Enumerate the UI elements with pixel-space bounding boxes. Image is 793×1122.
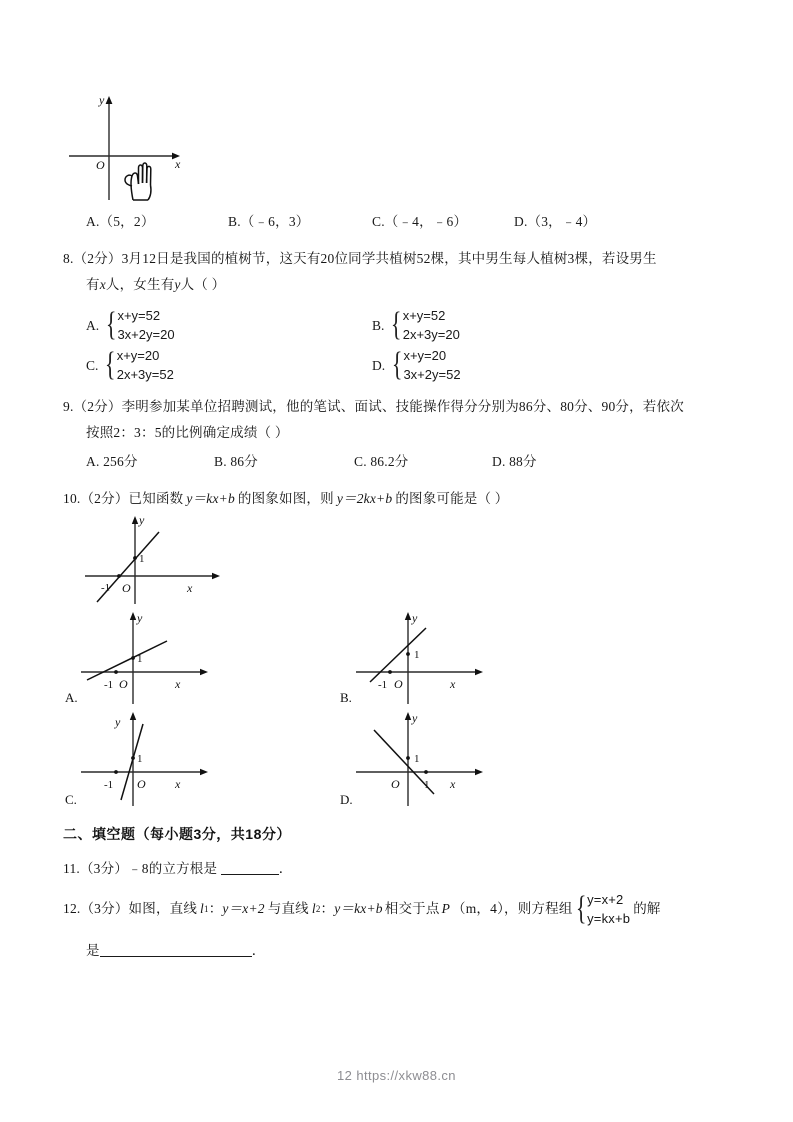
q10-main-y-arrow xyxy=(132,516,138,524)
q10-text-pre: 已知函数 xyxy=(128,491,184,506)
q7-option-a-text: （5，2） xyxy=(99,214,155,229)
q9-text-line1: 李明参加某单位招聘测试，他的笔试、面试、技能操作得分分别为86分、80分、90分，若依次 xyxy=(121,399,684,414)
q8-line2-pre: 有 xyxy=(86,277,100,292)
q11-points: （3分） xyxy=(79,861,129,876)
q12-line1-e: 相交于点 xyxy=(384,901,440,916)
q7-option-c-letter: C. xyxy=(372,214,385,229)
q8-var-x: x xyxy=(99,277,106,292)
q8-options-row2 xyxy=(63,346,731,384)
q8-line2-mid: 人，女生有 xyxy=(105,277,175,292)
q10-main-point-y xyxy=(133,556,137,560)
q8-stem-line1 xyxy=(63,246,731,272)
q7-y-arrow xyxy=(106,96,113,104)
q9-option-a[interactable] xyxy=(86,450,214,474)
q12-line1-a: 如图，直线 xyxy=(128,901,198,916)
q7-figure xyxy=(63,88,731,206)
choice-b-x-label: x xyxy=(450,677,456,691)
q10-main-x-arrow xyxy=(212,573,220,579)
page-footer: 12 https://xkw88.cn xyxy=(337,1068,456,1083)
choice-a-tick-y: 1 xyxy=(137,653,143,665)
choice-c-point-y xyxy=(131,756,135,760)
q12-line1-b: ： xyxy=(208,901,223,916)
q9-points: （2分） xyxy=(73,399,122,414)
q8-option-a-system xyxy=(103,306,174,344)
q8-text-line1: 3月12日是我国的植树节，这天有20位同学共植树52棵，其中男生每人植树3棵，若设男生 xyxy=(121,251,657,266)
q7-option-b[interactable] xyxy=(228,210,372,234)
choice-a-tick-x: -1 xyxy=(104,679,114,691)
choice-b-tick-y: 1 xyxy=(414,649,420,661)
choice-c-x-arrow xyxy=(200,769,208,775)
brace-icon: { xyxy=(105,346,116,383)
q9-stem-line1 xyxy=(63,394,731,420)
q10-main-origin-label: O xyxy=(122,581,131,595)
q8-option-d-eq2: 3x+2y=52 xyxy=(403,367,461,382)
q12-sys-eq2: y=kx+b xyxy=(587,911,631,926)
q12-system xyxy=(573,890,631,928)
choice-d-x-arrow xyxy=(475,769,483,775)
q10-main-figure xyxy=(63,512,731,608)
choice-c-y-label: y xyxy=(115,715,121,729)
choice-d-tick-y: 1 xyxy=(414,753,420,765)
choice-b-point-x xyxy=(388,670,392,674)
q10-main-point-x xyxy=(117,574,121,578)
choice-c-point-x xyxy=(114,770,118,774)
q12-function-2: y＝kx+b xyxy=(334,901,383,916)
q10-function-2: y＝2kx+b xyxy=(336,491,393,506)
q8-number: 8. xyxy=(63,251,74,266)
q10-choices-row1 xyxy=(63,608,731,708)
q8-option-c-eq2: 2x+3y=52 xyxy=(116,367,174,382)
choice-c-tick-x: -1 xyxy=(104,779,114,791)
choice-d-tick-x: 1 xyxy=(424,779,430,791)
q10-points: （2分） xyxy=(80,491,129,506)
q10-choices-row2 xyxy=(63,708,731,810)
q10-choice-a-graph xyxy=(63,608,313,708)
q12-line1-f: 则方程组 xyxy=(517,901,573,916)
choice-a-x-label: x xyxy=(175,677,181,691)
q7-origin-label: O xyxy=(96,158,105,172)
q8-option-c-letter: C. xyxy=(86,358,99,373)
q8-option-d-system xyxy=(389,346,460,384)
q12-point-coord: （m，4）， xyxy=(452,901,518,916)
choice-b-x-arrow xyxy=(475,669,483,675)
q7-option-b-text: （﹣6，3） xyxy=(240,214,310,229)
q8-option-d[interactable] xyxy=(372,346,461,384)
q12-line-l2: l xyxy=(311,901,316,916)
q12-stem-line2 xyxy=(63,938,731,964)
choice-d-y-label: y xyxy=(412,711,418,725)
q7-option-c[interactable] xyxy=(372,210,514,234)
page-content xyxy=(63,88,731,964)
choice-c-tick-y: 1 xyxy=(137,753,143,765)
q7-option-a-letter: A. xyxy=(86,214,100,229)
q10-choice-a[interactable] xyxy=(63,608,338,708)
choice-a-line xyxy=(87,641,167,680)
q8-option-b-system xyxy=(388,306,459,344)
choice-a-origin-label: O xyxy=(119,677,128,691)
q8-var-y: y xyxy=(174,277,181,292)
q11-answer-blank[interactable] xyxy=(221,861,279,875)
section-2-title: 二、填空题（每小题3分，共18分） xyxy=(63,826,291,842)
q7-option-d-text: （3，﹣4） xyxy=(527,214,597,229)
brace-icon: { xyxy=(391,306,402,343)
choice-b-origin-label: O xyxy=(394,677,403,691)
choice-a-letter: A. xyxy=(65,690,78,705)
q8-option-d-letter: D. xyxy=(372,358,386,373)
q8-option-b-letter: B. xyxy=(372,318,385,333)
q10-main-y-label: y xyxy=(139,513,145,527)
q10-function-1: y＝kx+b xyxy=(186,491,235,506)
q9-option-b-letter: B. xyxy=(214,454,227,469)
q12-answer-blank[interactable] xyxy=(100,943,252,957)
choice-c-origin-label: O xyxy=(137,777,146,791)
q8-option-b-eq2: 2x+3y=20 xyxy=(402,327,460,342)
choice-d-letter: D. xyxy=(340,792,353,807)
q10-choice-c[interactable] xyxy=(63,708,338,810)
q12-number: 12. xyxy=(63,901,81,916)
q10-main-tick-y: 1 xyxy=(139,553,145,565)
brace-icon: { xyxy=(575,890,587,927)
choice-b-point-y xyxy=(406,652,410,656)
q9-option-a-text: 256分 xyxy=(103,454,138,469)
choice-c-x-label: x xyxy=(175,777,181,791)
q8-line2-post: 人（ ） xyxy=(180,277,226,292)
choice-d-point-x xyxy=(424,770,428,774)
q10-choice-b-graph xyxy=(338,608,588,708)
q7-option-c-text: （﹣4，﹣6） xyxy=(384,214,468,229)
choice-b-y-arrow xyxy=(405,612,411,620)
q12-line1-g: 的解 xyxy=(633,901,661,916)
q12-points: （3分） xyxy=(80,901,129,916)
q9-option-b-text: 86分 xyxy=(230,454,258,469)
q11-stem xyxy=(63,856,731,882)
q12-line1-d: ： xyxy=(320,901,335,916)
choice-d-y-arrow xyxy=(405,712,411,720)
q8-option-d-eq1: x+y=20 xyxy=(403,348,447,363)
q8-option-a-eq1: x+y=52 xyxy=(117,308,161,323)
brace-icon: { xyxy=(105,306,117,343)
q8-options-row1 xyxy=(63,306,731,344)
q9-option-d-letter: D. xyxy=(492,454,506,469)
q7-option-d-letter: D. xyxy=(514,214,528,229)
q7-option-b-letter: B. xyxy=(228,214,241,229)
q9-option-c[interactable] xyxy=(354,450,492,474)
choice-a-y-arrow xyxy=(130,612,136,620)
q9-number: 9. xyxy=(63,399,74,414)
choice-a-point-x xyxy=(114,670,118,674)
q8-option-a[interactable] xyxy=(86,306,372,344)
choice-d-point-y xyxy=(406,756,410,760)
q10-stem xyxy=(63,486,731,512)
q10-choice-d-graph xyxy=(338,708,588,810)
q11-number: 11. xyxy=(63,861,80,876)
q8-option-c-eq1: x+y=20 xyxy=(116,348,160,363)
choice-c-letter: C. xyxy=(65,792,77,807)
q9-stem-line2: 按照2：3：5的比例确定成绩（ ） xyxy=(86,425,289,440)
q9-option-c-letter: C. xyxy=(354,454,367,469)
q12-tail: ． xyxy=(251,943,266,958)
q12-line-l1-sub: 1 xyxy=(204,904,209,914)
q10-main-tick-x: -1 xyxy=(101,582,111,594)
q12-line2: 是 xyxy=(86,943,100,958)
q11-tail: ． xyxy=(278,861,293,876)
choice-a-x-arrow xyxy=(200,669,208,675)
hand-icon xyxy=(125,163,151,200)
q7-option-a[interactable] xyxy=(86,210,228,234)
q7-coordinate-graph xyxy=(63,88,223,206)
q12-stem-line1 xyxy=(63,890,731,928)
q9-option-a-letter: A. xyxy=(86,454,100,469)
choice-a-point-y xyxy=(131,656,135,660)
choice-b-letter: B. xyxy=(340,690,352,705)
q9-option-d[interactable] xyxy=(492,450,537,474)
q8-option-b[interactable] xyxy=(372,306,460,344)
q10-choice-d[interactable] xyxy=(338,708,588,810)
q8-stem-line2 xyxy=(63,272,731,298)
q8-option-b-eq1: x+y=52 xyxy=(402,308,446,323)
q10-number: 10. xyxy=(63,491,81,506)
q8-option-c[interactable] xyxy=(86,346,372,384)
q10-text-mid: 的图象如图，则 xyxy=(237,491,334,506)
choice-b-y-label: y xyxy=(412,611,418,625)
brace-icon: { xyxy=(391,346,403,383)
q10-main-graph xyxy=(75,512,285,608)
choice-a-y-label: y xyxy=(137,611,143,625)
q7-x-axis-label: x xyxy=(175,157,181,171)
q10-choice-b[interactable] xyxy=(338,608,588,708)
q9-option-c-text: 86.2分 xyxy=(370,454,409,469)
q12-line-l1: l xyxy=(200,901,204,916)
q9-option-b[interactable] xyxy=(214,450,354,474)
choice-b-tick-x: -1 xyxy=(378,679,388,691)
q7-y-axis-label: y xyxy=(99,93,105,107)
q9-option-d-text: 88分 xyxy=(509,454,537,469)
q8-option-a-letter: A. xyxy=(86,318,100,333)
choice-c-y-arrow xyxy=(130,712,136,720)
q12-function-1: y＝x+2 xyxy=(222,901,265,916)
q9-options xyxy=(63,450,731,474)
q7-options xyxy=(63,210,731,234)
q10-choice-c-graph xyxy=(63,708,313,810)
q10-text-post: 的图象可能是（ ） xyxy=(395,491,509,506)
choice-d-origin-label: O xyxy=(391,777,400,791)
q10-main-x-label: x xyxy=(187,581,193,595)
q12-line-l2-sub: 2 xyxy=(315,904,321,914)
q11-text: ﹣8的立方根是 xyxy=(128,861,218,876)
q8-option-a-eq2: 3x+2y=20 xyxy=(117,327,175,342)
q7-option-d[interactable] xyxy=(514,210,596,234)
q12-line1-c: 与直线 xyxy=(267,901,309,916)
q12-sys-eq1: y=x+2 xyxy=(587,892,624,907)
q8-points: （2分） xyxy=(73,251,122,266)
choice-d-x-label: x xyxy=(450,777,456,791)
q8-option-c-system xyxy=(102,346,173,384)
q12-point-var: P xyxy=(441,901,451,916)
